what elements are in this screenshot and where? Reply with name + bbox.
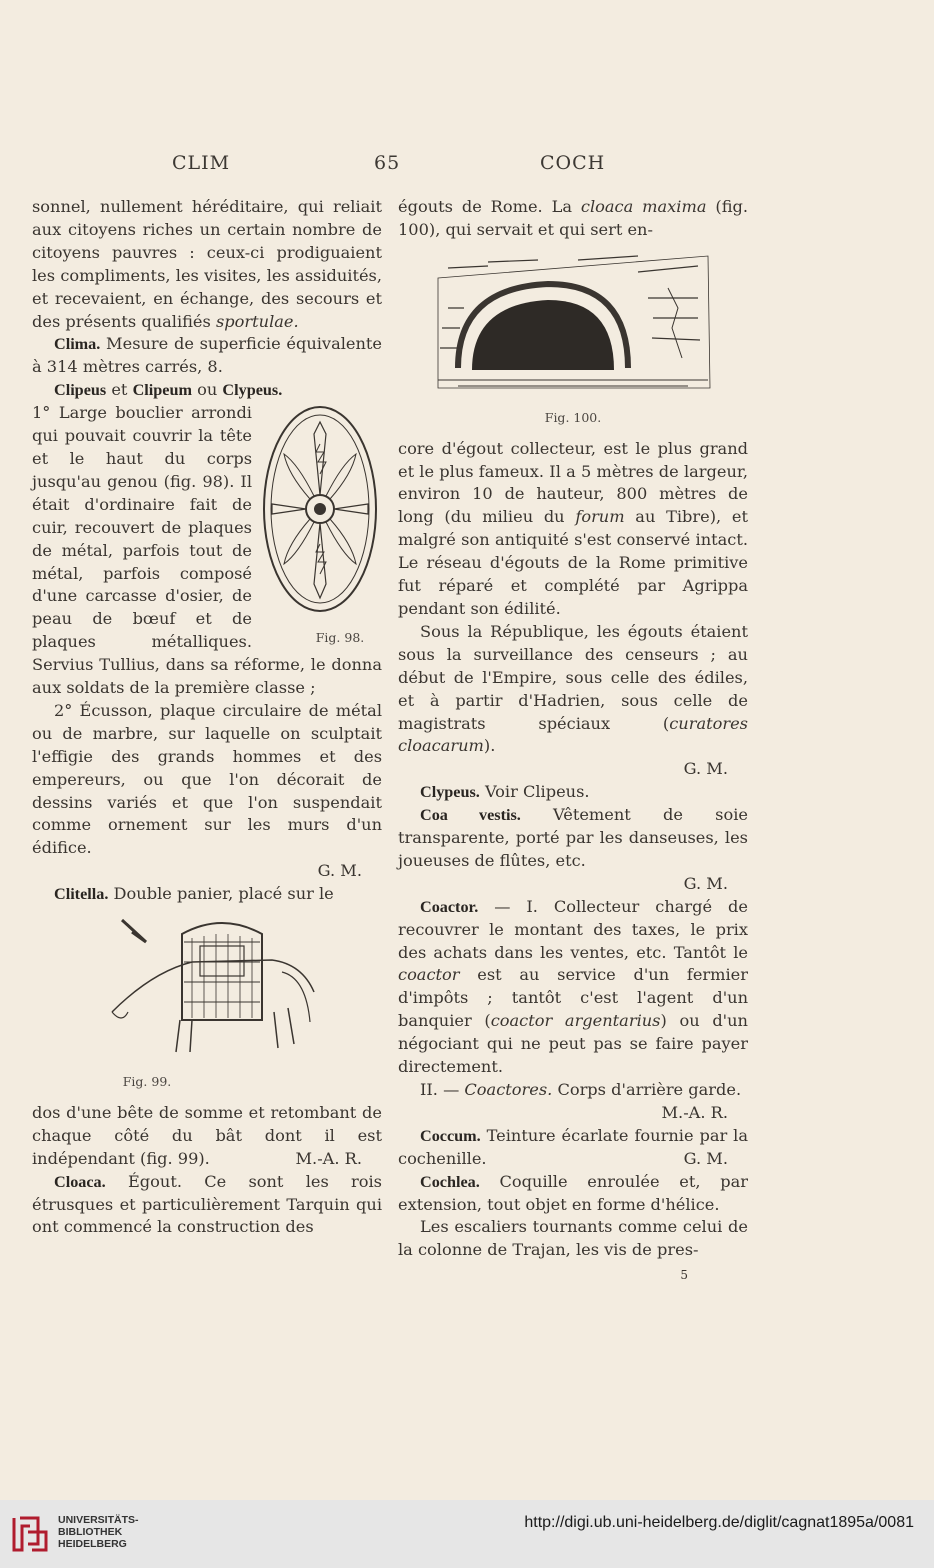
- entry-clitella: [32, 883, 382, 906]
- italic-term: forum: [575, 507, 625, 527]
- entry-text: Sous la République, les égouts étaient sous la surveillance des censeurs ; au début de l'Empire, sous celle des édiles, et à partir d'Hadrien, sous celle de magistrats spéciaux (: [398, 621, 748, 733]
- author-signature: G. M.: [683, 759, 728, 779]
- running-head-left: CLIM: [172, 152, 231, 174]
- headword-clypeus-ref: Clypeus.: [420, 783, 480, 802]
- conjunction: et: [106, 380, 133, 400]
- entry-text: Teinture écarlate fournie par la cochenille.: [398, 1125, 748, 1168]
- entry-clypeus: [398, 781, 748, 804]
- entry-cochlea-p2: Les escaliers tournants comme celui de la colonne de Trajan, les vis de pres-: [398, 1217, 748, 1260]
- figure-100: [398, 248, 748, 430]
- entry-cloaca-cont: [398, 196, 748, 242]
- entry-clipeus-sense-2: 2° Écusson, plaque circulaire de métal ou de marbre, sur laquelle on sculptait l'effigie des grands hommes et des empereurs, ou que l'on décorait de dessins variés et que l'on suspendait comme ornement sur les murs d'un édifice.: [32, 700, 382, 858]
- entry-text: II. —: [420, 1080, 465, 1099]
- paragraph-text: sonnel, nullement héréditaire, qui reliait aux citoyens riches un certain nombre de citoyens pauvres : ceux-ci prodiguaient les compliments, les visites, les assiduités, et recevaient, en échange, des secours et des présents qualifiés: [32, 197, 382, 331]
- entry-text: Double panier, placé sur le: [108, 884, 334, 904]
- entry-clitella-cont: dos d'une bête de somme et retombant de chaque côté du bât dont il est indépendant (fig. 99).: [32, 1102, 382, 1168]
- entry-clipeus-sense-1: 1° Large bouclier arrondi qui pouvait couvrir la tête et le haut du corps jusqu'au genou (fig. 98). Il était d'ordinaire fait de cuir, recouvert de plaques de métal, parfois tout de métal, parfois composé d'une carcasse d'osier, de peau de bœuf et de plaques métalliques. Servius Tullius, dans sa réforme, le donna aux soldats de la première classe ;: [32, 403, 382, 698]
- entry-text: Voir Clipeus.: [479, 782, 590, 802]
- entry-text: au Tibre), et malgré son antiquité s'est conservé intact. Le réseau d'égouts de la Rome primitive fut réparé et complété par Agrippa pendant son édilité.: [398, 507, 748, 618]
- entry-text: ).: [483, 736, 496, 756]
- italic-term: coactor argentarius: [490, 1011, 661, 1031]
- entry-text: Vêtement de soie transparente, porté par les danseuses, les joueuses de flûtes, etc.: [398, 805, 748, 870]
- entry-coa-vestis: [398, 804, 748, 873]
- figure-98: [258, 404, 382, 646]
- library-name-line: BIBLIOTHEK: [58, 1526, 123, 1538]
- entry-text: Coquille enroulée et, par extension, tout objet en forme d'hélice.: [398, 1171, 748, 1214]
- library-name-line: HEIDELBERG: [58, 1538, 127, 1550]
- entry-clipeus-head: [32, 379, 382, 402]
- headword-clitella: Clitella.: [54, 885, 109, 904]
- entry-text: ) ou d'un négociant qui ne peut pas se faire payer directement.: [398, 1011, 748, 1077]
- author-signature: M.-A. R.: [295, 1148, 362, 1168]
- digitization-footer: [0, 1500, 934, 1568]
- entry-text: — I. Collecteur chargé de recouvrer le montant des taxes, le prix des achats dans les ventes, etc. Tantôt le: [398, 896, 748, 962]
- entry-text: (fig. 100), qui servait et qui sert en-: [398, 197, 749, 239]
- headword-clipeum: Clipeum: [132, 381, 192, 400]
- figure-caption: Fig. 100.: [544, 409, 602, 425]
- italic-term: cloaca maxima: [580, 197, 707, 216]
- figure-caption: Fig. 99.: [122, 1074, 172, 1089]
- figure-caption: Fig. 98.: [315, 630, 365, 646]
- headword-clima: Clima.: [54, 335, 101, 354]
- italic-term: coactor: [398, 965, 460, 985]
- headword-clipeus: Clipeus: [54, 381, 107, 400]
- author-signature: M.-A. R.: [661, 1102, 728, 1122]
- entry-cochlea: [398, 1171, 748, 1217]
- italic-term: sportulae.: [215, 311, 299, 331]
- right-column: [398, 196, 748, 1287]
- library-logo-icon: [10, 1514, 50, 1559]
- author-signature: G. M.: [683, 873, 728, 893]
- library-name: [58, 1514, 139, 1550]
- headword-coccum: Coccum.: [420, 1126, 481, 1145]
- signature-mark: 5: [680, 1268, 688, 1283]
- entry-coactor: [398, 896, 748, 1079]
- headword-cochlea: Cochlea.: [420, 1172, 480, 1191]
- page-number: 65: [374, 152, 401, 174]
- running-head-right: COCH: [540, 152, 606, 174]
- library-name-line: UNIVERSITÄTS-: [58, 1514, 139, 1526]
- figure-99: [32, 912, 382, 1094]
- entry-coactor-ii: [398, 1079, 748, 1102]
- entry-text: Corps d'arrière garde.: [552, 1080, 742, 1099]
- entry-text: égouts de Rome. La: [398, 197, 581, 216]
- author-signature: G. M.: [683, 1148, 728, 1168]
- cloaca-maxima-illustration: [428, 248, 718, 398]
- entry-text: Égout. Ce sont les rois étrusques et particulièrement Tarquin qui ont commencé la construction des: [32, 1171, 382, 1237]
- pack-saddle-illustration: [92, 912, 322, 1062]
- author-signature: G. M.: [317, 861, 362, 881]
- headword-coa-vestis: Coa vestis.: [420, 806, 521, 825]
- entry-cloaca-p3: [398, 621, 748, 758]
- entry-text: est au service d'un fermier d'impôts ; tantôt c'est l'agent d'un banquier (: [398, 965, 748, 1031]
- left-column: [32, 196, 382, 1239]
- headword-coactor: Coactor.: [420, 897, 479, 916]
- entry-clima: [32, 333, 382, 379]
- entry-clientela-end: [32, 196, 382, 333]
- entry-text: core d'égout collecteur, est le plus grand et le plus fameux. Il a 5 mètres de largeur, environ 10 de hauteur, 800 mètres de long (du milieu du: [398, 438, 748, 527]
- source-url-link[interactable]: http://digi.ub.uni-heidelberg.de/diglit/cagnat1895a/0081: [524, 1514, 914, 1531]
- italic-term: Coactores.: [464, 1080, 553, 1099]
- entry-cloaca: [32, 1171, 382, 1240]
- headword-cloaca: Cloaca.: [54, 1172, 106, 1191]
- headword-clypeus: Clypeus.: [222, 381, 283, 400]
- entry-cloaca-p2: [398, 438, 748, 621]
- shield-illustration: [258, 404, 382, 618]
- conjunction: ou: [191, 380, 223, 400]
- italic-term: curatores cloacarum: [398, 713, 748, 756]
- entry-text: Mesure de superficie équivalente à 314 mètres carrés, 8.: [32, 334, 382, 377]
